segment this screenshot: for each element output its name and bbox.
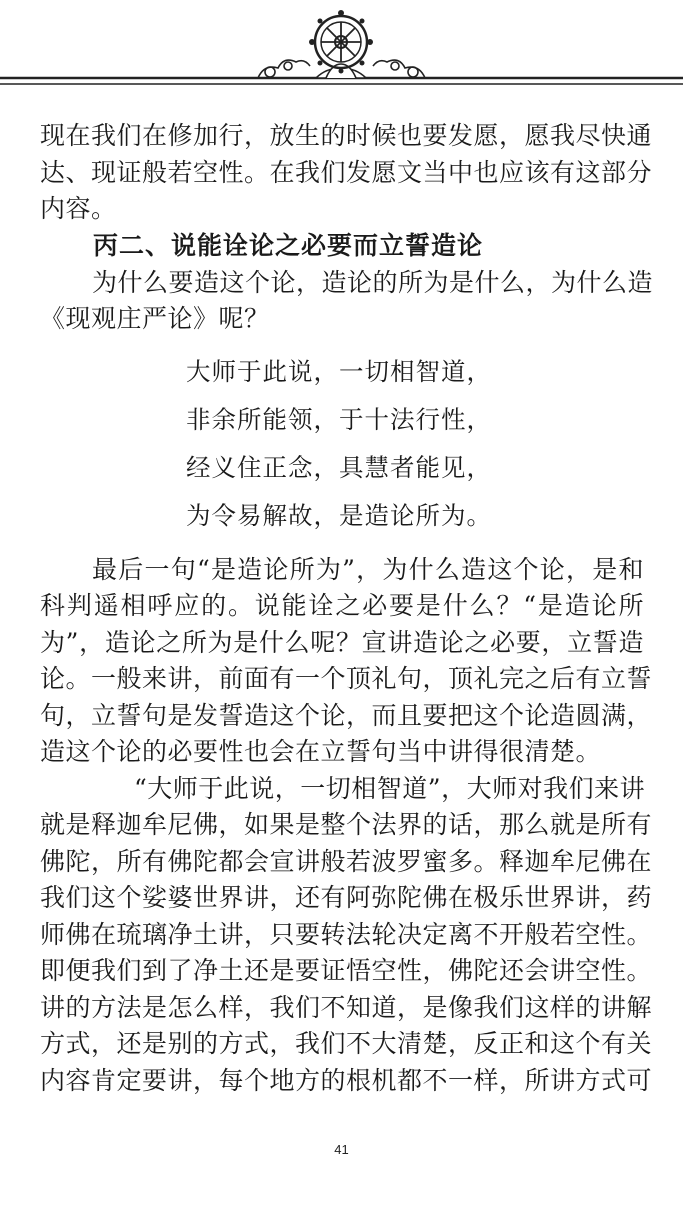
text-line: 为什么要造这个论，造论的所为是什么，为什么造 — [92, 267, 654, 297]
paragraph-2 — [40, 265, 654, 338]
text-line: “大师于此说，一切相智道”，大师对我们来讲 — [134, 773, 646, 803]
text-line: 为”，造论之所为是什么呢？宣讲造论之必要，立誓造 — [40, 627, 644, 657]
verse-line: 为令易解故，是造论所为。 — [186, 500, 492, 530]
page-header-ornament — [0, 0, 683, 100]
text-line: 我们这个娑婆世界讲，还有阿弥陀佛在极乐世界讲，药 — [40, 883, 653, 912]
paragraph-1 — [40, 118, 653, 228]
text-line: 师佛在琉璃净土讲，只要转法轮决定离不开般若空性。 — [40, 919, 653, 949]
text-line: 方式，还是别的方式，我们不大清楚，反正和这个有关 — [40, 1029, 653, 1058]
verse-line: 非余所能领，于十法行性， — [186, 404, 492, 434]
text-line: 就是释迦牟尼佛，如果是整个法界的话，那么就是所有 — [40, 810, 653, 839]
verse-line: 经义住正念，具慧者能见， — [186, 452, 492, 482]
text-line: 科判遥相呼应的。说能诠之必要是什么？“是造论所 — [40, 591, 644, 620]
verse-block — [186, 348, 644, 540]
text-line: 佛陀，所有佛陀都会宣讲般若波罗蜜多。释迦牟尼佛在 — [40, 846, 653, 876]
page-number: 41 — [334, 1142, 349, 1157]
dharma-wheel-icon — [0, 0, 683, 100]
text-line: 论。一般来讲，前面有一个顶礼句，顶礼完之后有立誓 — [40, 664, 653, 693]
paragraph-3 — [40, 552, 653, 771]
page-body — [40, 118, 654, 1099]
section-heading: 丙二、说能诠论之必要而立誓造论 — [93, 230, 484, 260]
text-line: 内容。 — [40, 194, 117, 223]
paragraph-4 — [40, 771, 653, 1100]
text-line: 《现观庄严论》呢？ — [40, 304, 270, 333]
text-line: 即便我们到了净土还是要证悟空性，佛陀还会讲空性。 — [40, 956, 653, 985]
text-line: 最后一句“是造论所为”，为什么造这个论，是和 — [92, 554, 644, 584]
text-line: 句，立誓句是发誓造这个论，而且要把这个论造圆满， — [40, 700, 653, 730]
text-line: 现在我们在修加行，放生的时候也要发愿，愿我尽快通 — [40, 121, 653, 150]
text-line: 讲的方法是怎么样，我们不知道，是像我们这样的讲解 — [40, 992, 653, 1022]
text-line: 内容肯定要讲，每个地方的根机都不一样，所讲方式可 — [40, 1065, 653, 1095]
text-line: 造这个论的必要性也会在立誓句当中讲得很清楚。 — [40, 737, 602, 766]
verse-line: 大师于此说，一切相智道， — [186, 356, 492, 386]
text-line: 达、现证般若空性。在我们发愿文当中也应该有这部分 — [40, 157, 653, 187]
